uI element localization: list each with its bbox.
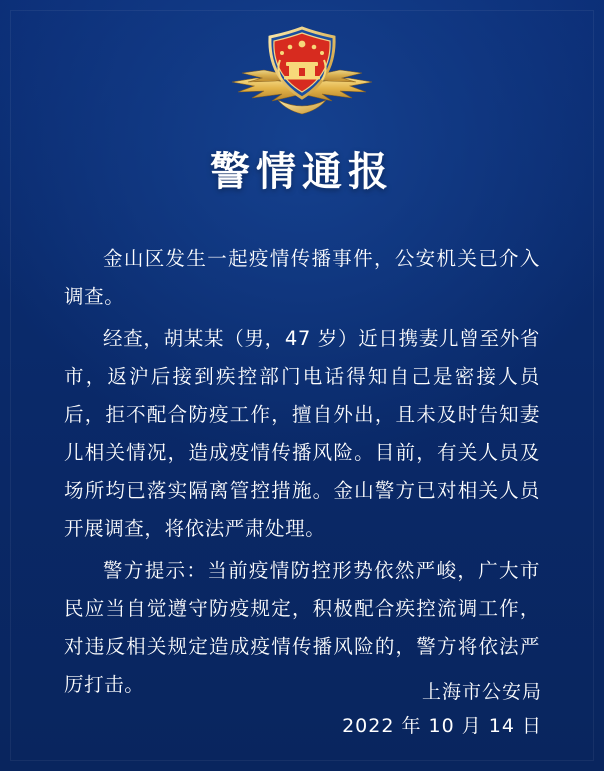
notice-paragraph: 经查，胡某某（男，47 岁）近日携妻儿曾至外省市，返沪后接到疾控部门电话得知自己是密接人员后，拒不配合防疫工作，擅自外出，且未及时告知妻儿相关情况，造成疫情传播风险。目前，有关人员及场所均已落实隔离管控措施。金山警方已对相关人员开展调查，将依法严肃处理。 (64, 327, 540, 540)
china-police-badge-icon (212, 18, 392, 128)
notice-paragraph: 警方提示：当前疫情防控形势依然严峻，广大市民应当自觉遵守防疫规定，积极配合疾控流调工作，对违反相关规定造成疫情传播风险的，警方将依法严厉打击。 (64, 559, 540, 696)
signature-block (342, 675, 542, 743)
issue-date: 2022 年 10 月 14 日 (342, 715, 542, 737)
notice-body (64, 240, 540, 704)
issuing-organization: 上海市公安局 (421, 681, 542, 703)
notice-paragraph: 金山区发生一起疫情传播事件，公安机关已介入调查。 (64, 247, 540, 308)
page-title: 警情通报 (210, 149, 394, 195)
